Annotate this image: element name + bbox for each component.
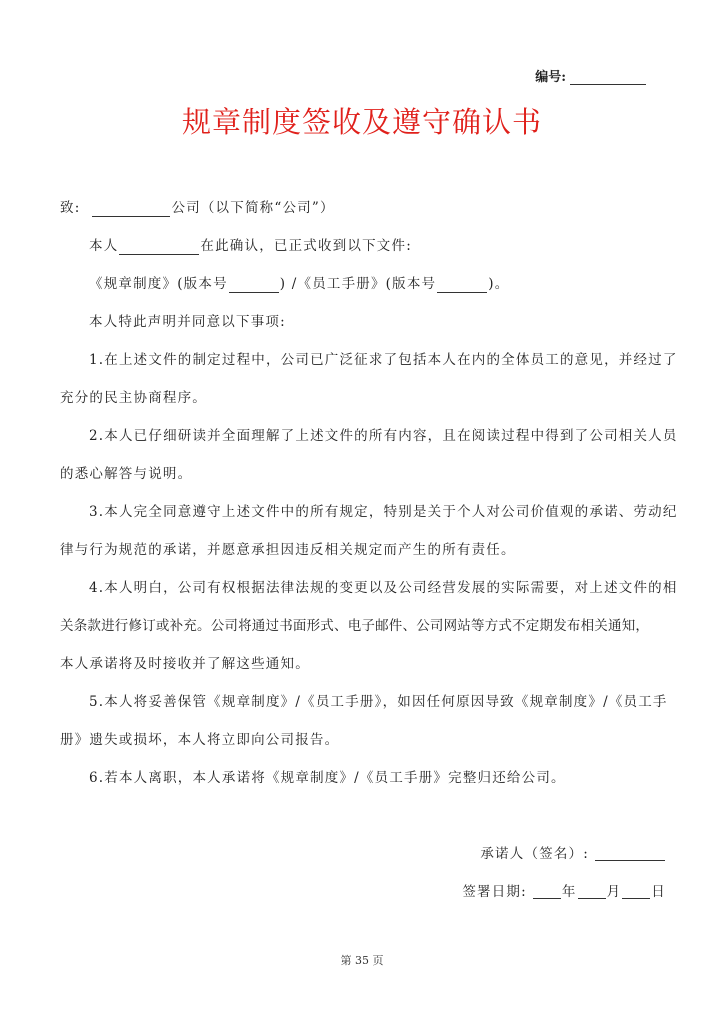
- documents-line: [60, 265, 668, 303]
- signature-blank: [595, 844, 665, 861]
- item-4-line-3: 本人承诺将及时接收并了解这些通知。: [60, 656, 310, 672]
- company-name-blank: [92, 200, 170, 217]
- confirm-line: [60, 227, 668, 265]
- rules-version-blank: [229, 276, 279, 293]
- item-3-line-1: 3.本人完全同意遵守上述文件中的所有规定，特别是关于个人对公司价值观的承诺、劳动纪: [89, 504, 678, 520]
- serial-number-blank: [570, 70, 646, 85]
- item-1-line-2: 充分的民主协商程序。: [60, 390, 207, 406]
- addressee-prefix: 致:: [60, 200, 81, 216]
- document-body: [60, 189, 678, 797]
- declaration-intro: 本人特此声明并同意以下事项:: [89, 314, 286, 330]
- item-2-line-2: 的悉心解答与说明。: [60, 466, 193, 482]
- page-number: 第 35 页: [340, 954, 384, 967]
- confirm-prefix: 本人: [89, 238, 119, 254]
- serial-number-field: [535, 66, 646, 85]
- signature-line: [480, 842, 666, 862]
- rules-doc-label: 《规章制度》(版本号: [89, 276, 228, 292]
- item-4-line-1: 4.本人明白，公司有权根据法律法规的变更以及公司经营发展的实际需要，对上述文件的相: [89, 580, 678, 596]
- item-1-line-1: 1.在上述文件的制定过程中，公司已广泛征求了包括本人在内的全体员工的意见，并经过了: [89, 352, 678, 368]
- documents-line-end: )。: [488, 276, 510, 292]
- employee-name-blank: [119, 238, 199, 255]
- confirm-suffix: 在此确认，已正式收到以下文件:: [200, 238, 412, 254]
- item-4-line-2: 关条款进行修订或补充。公司将通过书面形式、电子邮件、公司网站等方式不定期发布相关通知，: [60, 618, 650, 634]
- day-label: 日: [651, 884, 666, 900]
- year-blank: [533, 882, 561, 899]
- item-5-line-2: 册》遗失或损坏，本人将立即向公司报告。: [60, 732, 340, 748]
- document-title: 规章制度签收及遵守确认书: [181, 105, 542, 139]
- item-3-line-2: 律与行为规范的承诺，并愿意承担因违反相关规定而产生的所有责任。: [60, 542, 516, 558]
- date-line: [462, 880, 666, 900]
- date-label: 签署日期:: [462, 884, 527, 900]
- handbook-version-blank: [437, 276, 487, 293]
- day-blank: [622, 882, 650, 899]
- signature-label: 承诺人（签名）:: [480, 846, 589, 862]
- month-label: 月: [606, 884, 622, 900]
- item-6-line-1: 6.若本人离职，本人承诺将《规章制度》/《员工手册》完整归还给公司。: [89, 770, 566, 786]
- addressee-line: [60, 189, 668, 227]
- item-5-line-1: 5.本人将妥善保管《规章制度》/《员工手册》，如因任何原因导致《规章制度》/《员工手: [89, 694, 668, 710]
- serial-number-label: 编号:: [535, 70, 566, 85]
- handbook-doc-label: ) /《员工手册》(版本号: [279, 276, 437, 292]
- item-2-line-1: 2.本人已仔细研读并全面理解了上述文件的所有内容，且在阅读过程中得到了公司相关人员: [89, 428, 678, 444]
- year-label: 年: [561, 884, 577, 900]
- month-blank: [578, 882, 606, 899]
- addressee-suffix: 公司（以下简称“公司”）: [171, 200, 335, 216]
